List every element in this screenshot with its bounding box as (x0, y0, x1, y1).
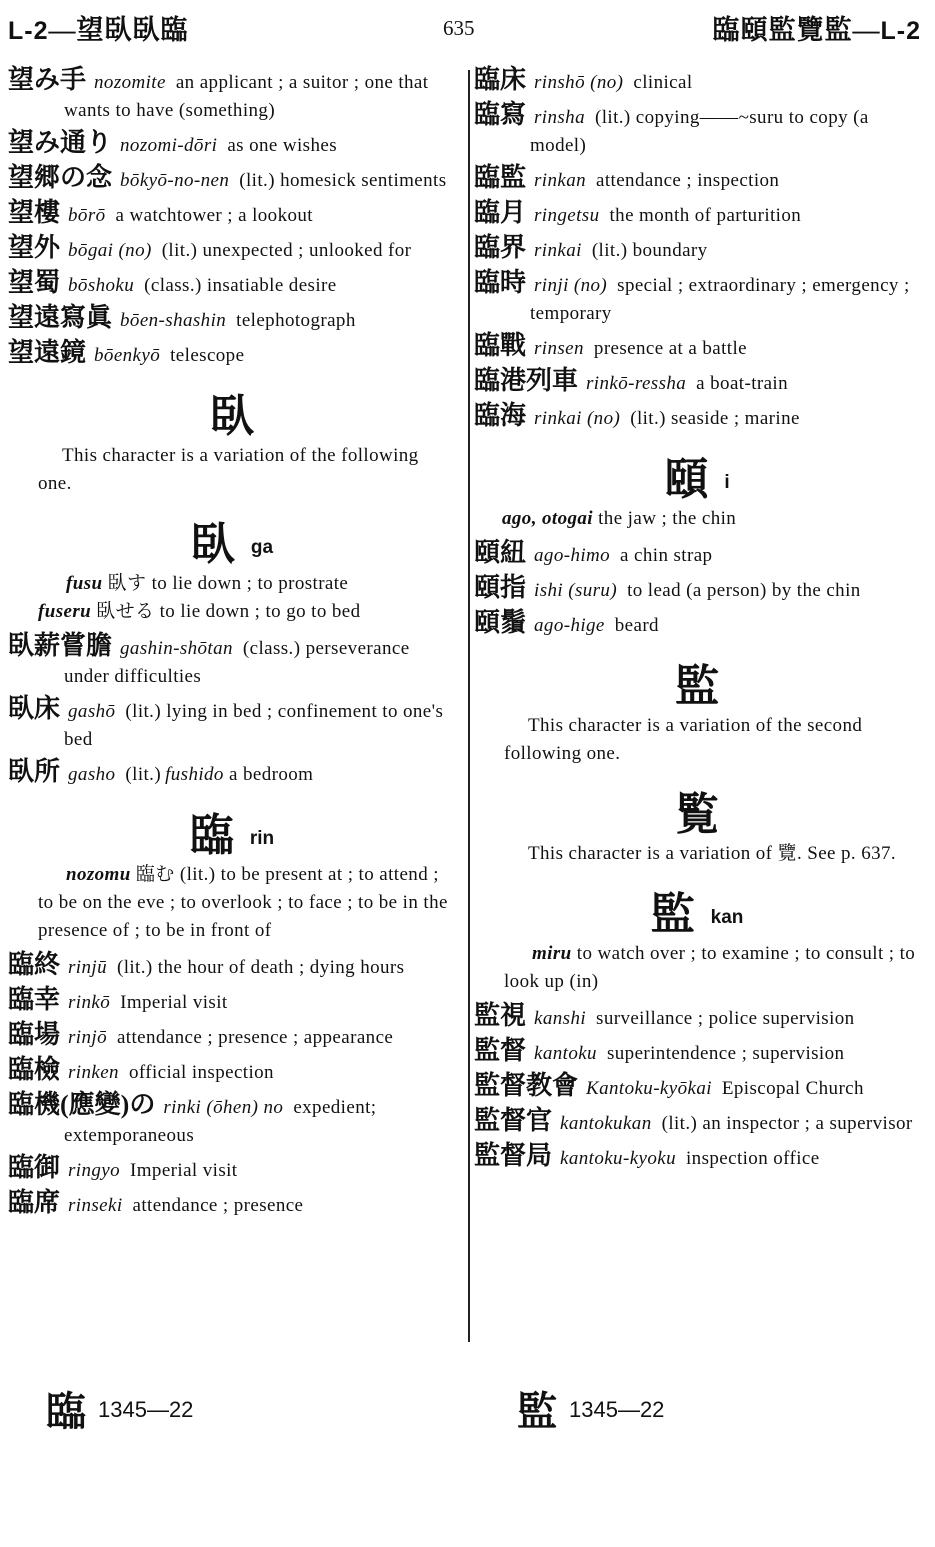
header-left-code: L-2 (8, 17, 49, 45)
entry-gloss: attendance ; inspection (596, 170, 780, 191)
entry-kanji: 臨機(應變)の (8, 1090, 156, 1119)
entry-kanji: 臨月 (474, 198, 527, 227)
dictionary-entry (474, 1107, 920, 1138)
dictionary-entry (474, 269, 920, 328)
dictionary-entry (474, 367, 920, 398)
footer-right (517, 1380, 664, 1437)
entry-gloss: special ; extraordinary ; emergency ; temporary (530, 275, 910, 324)
dictionary-entry (8, 339, 456, 370)
entry-kanji: 望み手 (8, 65, 87, 94)
head-ran-variant (474, 778, 920, 839)
kun-form: 臥せる (96, 601, 155, 622)
entry-romaji: ringyo (68, 1160, 121, 1181)
entry-gloss: Imperial visit (120, 992, 228, 1013)
entry-gloss: surveillance ; police supervision (596, 1008, 855, 1029)
variant-note: This character is a variation of 覽. See p. 637. (528, 843, 897, 864)
entry-romaji: kantokukan (560, 1113, 652, 1134)
entry-romaji: ago-himo (534, 545, 611, 566)
entry-kanji: 臨終 (8, 950, 61, 979)
kun-gloss: to lie down ; to go to bed (159, 601, 361, 622)
entry-romaji: ago-hige (534, 615, 605, 636)
entry-romaji: kanshi (534, 1008, 587, 1029)
entry-gloss: (lit.) (125, 764, 162, 785)
entry-romaji: rinki (ōhen) no (163, 1097, 284, 1118)
entry-romaji: Kantoku-kyōkai (586, 1078, 712, 1099)
dictionary-entry (8, 951, 456, 982)
entry-romaji: ishi (suru) (534, 580, 618, 601)
dictionary-entry (8, 758, 456, 789)
entry-gloss: expedient; extemporaneous (64, 1097, 377, 1146)
entry-kanji: 望郷の念 (8, 163, 113, 192)
footer-kanji: 臨 (46, 1389, 86, 1434)
entry-gloss: the month of parturition (609, 205, 802, 226)
dictionary-entry (474, 574, 920, 605)
entry-kanji: 臨監 (474, 163, 527, 192)
entry-kanji: 望み通り (8, 128, 113, 157)
left-entries-a (8, 66, 456, 370)
entry-romaji: rinseki (68, 1195, 123, 1216)
kun-reading: nozomu (66, 864, 131, 885)
entry-romaji: gasho (68, 764, 116, 785)
dictionary-entry (8, 1021, 456, 1052)
entry-kanji: 臥薪嘗膽 (8, 631, 113, 660)
entry-romaji: kantoku (534, 1043, 597, 1064)
head-kan (474, 878, 920, 939)
dictionary-entry (8, 234, 456, 265)
entry-romaji: rinken (68, 1062, 119, 1083)
column-divider (468, 70, 470, 1342)
dictionary-entry (8, 695, 456, 754)
entry-gloss: (lit.) lying in bed ; confinement to one's bed (64, 701, 444, 750)
reading-paragraph (474, 940, 920, 996)
entry-gloss: (lit.) boundary (591, 240, 708, 261)
entry-romaji: rinshō (no) (534, 72, 624, 93)
entry-gloss: a watchtower ; a lookout (115, 205, 313, 226)
dictionary-entry (474, 66, 920, 97)
entry-gloss: (lit.) an inspector ; a supervisor (661, 1113, 913, 1134)
kun-gloss: to watch over ; to examine ; to consult ; to look up (in) (504, 943, 916, 992)
entry-kanji: 監督教會 (474, 1071, 579, 1100)
left-entries-b (8, 632, 456, 789)
header-right-chars: 臨頤監覽監— (712, 15, 881, 45)
entry-kanji: 臨床 (474, 65, 527, 94)
entry-kanji: 望蜀 (8, 268, 61, 297)
entry-kanji: 臨場 (8, 1020, 61, 1049)
entry-romaji: bōkyō-no-nen (120, 170, 230, 191)
entry-romaji: rinkan (534, 170, 587, 191)
entry-kanji: 臨界 (474, 233, 527, 262)
kun-form: 臥す (107, 573, 147, 594)
dictionary-entry (8, 66, 456, 125)
kun-reading: fuseru (38, 601, 92, 622)
header-left (8, 8, 189, 47)
entry-romaji: kantoku-kyoku (560, 1148, 676, 1169)
kun-gloss: the jaw ; the chin (598, 508, 737, 529)
kun-gloss: (lit.) to be present at ; to attend ; to be on the eve ; to overlook ; to face ; to be in the presence of ; to be in front of (38, 864, 448, 941)
footer-number: 1345—22 (569, 1397, 665, 1422)
dictionary-entry (474, 1037, 920, 1068)
headword-reading: rin (249, 828, 275, 849)
entry-gloss: (lit.) seaside ; marine (630, 408, 800, 429)
entry-romaji: rinsen (534, 338, 584, 359)
dictionary-entry (474, 164, 920, 195)
entry-gloss: as one wishes (227, 135, 337, 156)
kun-gloss: to lie down ; to prostrate (151, 573, 349, 594)
header-right-code: L-2 (880, 17, 921, 45)
entry-gloss: official inspection (128, 1062, 274, 1083)
entry-gloss: an applicant ; a suitor ; one that wants to have (something) (64, 72, 429, 121)
entry-kanji: 臨海 (474, 401, 527, 430)
headword-reading: kan (710, 907, 744, 928)
entry-kanji: 臨港列車 (474, 366, 579, 395)
entry-gloss: inspection office (686, 1148, 820, 1169)
dictionary-entry (474, 199, 920, 230)
entry-kanji: 臨御 (8, 1153, 61, 1182)
kun-reading: ago, otogai (502, 508, 593, 529)
headword-reading: i (724, 472, 730, 493)
header-right (713, 8, 922, 47)
entry-gloss: (class.) perseverance under difficulties (64, 638, 410, 687)
entry-romaji: bōenkyō (94, 345, 161, 366)
variant-note: This character is a variation of the following one. (38, 445, 419, 494)
headword-kanji: 臨 (189, 811, 234, 860)
dictionary-entry (474, 1142, 920, 1173)
head-rin (8, 799, 456, 860)
entry-gloss: attendance ; presence ; appearance (116, 1027, 394, 1048)
entry-gloss: Imperial visit (130, 1160, 238, 1181)
entry-romaji: nozomite (94, 72, 166, 93)
entry-gloss: Episcopal Church (721, 1078, 864, 1099)
left-entries-c (8, 951, 456, 1220)
entry-kanji: 頤指 (474, 573, 527, 602)
dictionary-entry (8, 1189, 456, 1220)
entry-gloss: (lit.) the hour of death ; dying hours (116, 957, 405, 978)
footer-left (46, 1380, 193, 1437)
dictionary-entry (474, 609, 920, 640)
reading-line (8, 598, 456, 626)
footer-kanji: 監 (517, 1389, 557, 1434)
entry-romaji: bōshoku (68, 275, 135, 296)
entry-kanji: 臥床 (8, 694, 61, 723)
entry-kanji: 監督官 (474, 1106, 553, 1135)
reading-line (474, 505, 920, 533)
entry-kanji: 臨檢 (8, 1055, 61, 1084)
entry-romaji: rinji (no) (534, 275, 608, 296)
entry-gloss: to lead (a person) by the chin (627, 580, 861, 601)
dictionary-entry (474, 402, 920, 433)
entry-gloss: telephotograph (236, 310, 356, 331)
headword-kanji: 監 (675, 662, 719, 711)
head-i (474, 443, 920, 504)
entry-romaji: rinjō (68, 1027, 107, 1048)
right-entries-a (474, 66, 920, 433)
entry-kanji: 望遠鏡 (8, 338, 87, 367)
head-ga-variant (8, 380, 456, 441)
entry-gloss: superintendence ; supervision (606, 1043, 845, 1064)
entry-gloss: (lit.) homesick sentiments (239, 170, 447, 191)
entry-kanji: 臨時 (474, 268, 527, 297)
entry-gloss: a chin strap (620, 545, 713, 566)
entry-gloss: attendance ; presence (132, 1195, 304, 1216)
entry-romaji: rinsha (534, 107, 585, 128)
headword-reading: ga (250, 537, 274, 558)
entry-romaji: bōen-shashin (120, 310, 227, 331)
left-column (8, 66, 456, 1224)
entry-gloss: beard (614, 615, 659, 636)
entry-romaji: gashin-shōtan (120, 638, 233, 659)
entry-hint: fushido (165, 764, 224, 785)
right-entries-b (474, 539, 920, 640)
entry-kanji: 臨寫 (474, 100, 527, 129)
dictionary-entry (8, 1091, 456, 1150)
dictionary-entry (8, 1056, 456, 1087)
dictionary-entry (8, 304, 456, 335)
entry-kanji: 臨席 (8, 1188, 61, 1217)
headword-kanji: 臥 (210, 392, 254, 441)
entry-romaji: rinkō-ressha (586, 373, 687, 394)
entry-kanji: 臨戰 (474, 331, 527, 360)
variant-note: This character is a variation of the second following one. (504, 715, 863, 764)
dictionary-entry (474, 1002, 920, 1033)
dictionary-entry (474, 539, 920, 570)
right-entries-c (474, 1002, 920, 1173)
entry-gloss-2: a bedroom (229, 764, 314, 785)
dictionary-entry (474, 101, 920, 160)
dictionary-entry (8, 1154, 456, 1185)
dictionary-entry (474, 332, 920, 363)
entry-gloss: (class.) insatiable desire (144, 275, 337, 296)
kun-form: 臨む (135, 864, 175, 885)
headword-kanji: 監 (650, 890, 695, 939)
entry-romaji: rinkai (534, 240, 582, 261)
entry-kanji: 監督局 (474, 1141, 553, 1170)
reading-paragraph (8, 861, 456, 945)
entry-kanji: 望樓 (8, 198, 61, 227)
entry-romaji: bōrō (68, 205, 106, 226)
head-ga (8, 508, 456, 569)
entry-gloss: clinical (633, 72, 693, 93)
entry-kanji: 頤鬚 (474, 608, 527, 637)
dictionary-entry (8, 986, 456, 1017)
dictionary-entry (8, 199, 456, 230)
entry-gloss: telescope (170, 345, 245, 366)
entry-gloss: (lit.) unexpected ; unlooked for (161, 240, 412, 261)
headword-kanji: 頤 (664, 455, 709, 504)
entry-gloss: a boat-train (696, 373, 789, 394)
page-number: 635 (443, 16, 475, 40)
entry-gloss: (lit.) copying——~suru to copy (a model) (530, 107, 869, 156)
header-left-chars: —望臥臥臨 (48, 15, 189, 45)
head-kan-variant (474, 650, 920, 711)
entry-kanji: 臥所 (8, 757, 61, 786)
entry-gloss: presence at a battle (593, 338, 747, 359)
dictionary-entry (8, 129, 456, 160)
entry-romaji: rinkō (68, 992, 111, 1013)
dictionary-entry (8, 164, 456, 195)
dictionary-entry (8, 269, 456, 300)
entry-romaji: rinjū (68, 957, 107, 978)
dictionary-entry (474, 1072, 920, 1103)
right-column (474, 66, 920, 1177)
headword-kanji: 覧 (675, 790, 719, 839)
entry-kanji: 臨幸 (8, 985, 61, 1014)
headword-kanji: 臥 (190, 520, 235, 569)
kun-reading: miru (532, 943, 572, 964)
reading-line (8, 570, 456, 598)
entry-kanji: 監視 (474, 1001, 527, 1030)
entry-romaji: ringetsu (534, 205, 600, 226)
entry-romaji: bōgai (no) (68, 240, 152, 261)
entry-kanji: 望外 (8, 233, 61, 262)
entry-kanji: 頤紐 (474, 538, 527, 567)
entry-romaji: rinkai (no) (534, 408, 621, 429)
kun-reading: fusu (66, 573, 103, 594)
entry-romaji: nozomi-dōri (120, 135, 218, 156)
entry-kanji: 監督 (474, 1036, 527, 1065)
entry-romaji: gashō (68, 701, 116, 722)
dictionary-entry (8, 632, 456, 691)
entry-kanji: 望遠寫眞 (8, 303, 113, 332)
footer-number: 1345—22 (98, 1397, 194, 1422)
dictionary-entry (474, 234, 920, 265)
